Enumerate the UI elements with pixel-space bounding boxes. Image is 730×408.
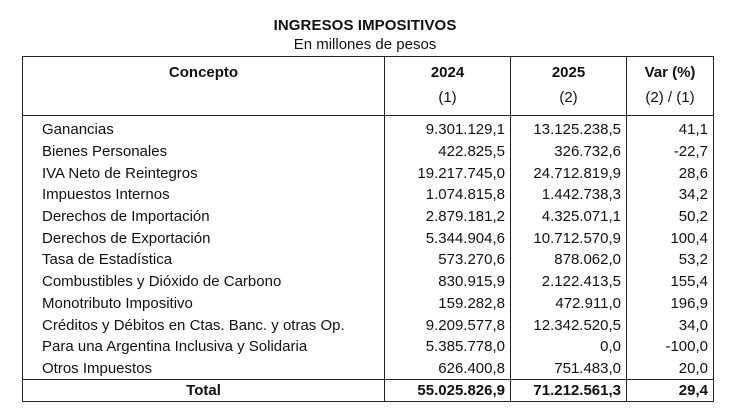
row-value-2025: 472.911,0 — [511, 293, 627, 315]
header-2024: 2024 — [385, 57, 511, 88]
row-var: 34,2 — [627, 184, 714, 206]
row-concept: Derechos de Exportación — [23, 227, 385, 249]
row-value-2025: 13.125.238,5 — [511, 116, 627, 141]
row-value-2025: 4.325.071,1 — [511, 206, 627, 228]
row-var: -22,7 — [627, 141, 714, 163]
subheader-concept-blank — [23, 87, 385, 116]
table-row — [23, 141, 714, 163]
row-var: 50,2 — [627, 206, 714, 228]
subheader-2024: (1) — [385, 87, 511, 116]
row-value-2025: 2.122.413,5 — [511, 271, 627, 293]
row-concept: Créditos y Débitos en Ctas. Banc. y otras Op. — [23, 314, 385, 336]
row-var: 34,0 — [627, 314, 714, 336]
row-concept: IVA Neto de Reintegros — [23, 162, 385, 184]
row-var: 100,4 — [627, 227, 714, 249]
row-concept: Bienes Personales — [23, 141, 385, 163]
row-value-2025: 10.712.570,9 — [511, 227, 627, 249]
row-var: 41,1 — [627, 116, 714, 141]
header-row — [23, 57, 714, 88]
row-value-2024: 1.074.815,8 — [385, 184, 511, 206]
row-value-2024: 422.825,5 — [385, 141, 511, 163]
table-row — [23, 227, 714, 249]
total-value-2024: 55.025.826,9 — [385, 380, 511, 402]
row-value-2025: 24.712.819,9 — [511, 162, 627, 184]
subheader-row — [23, 87, 714, 116]
row-var: 28,6 — [627, 162, 714, 184]
row-value-2025: 878.062,0 — [511, 249, 627, 271]
row-var: 53,2 — [627, 249, 714, 271]
table-row — [23, 358, 714, 380]
row-concept: Ganancias — [23, 116, 385, 141]
table-row — [23, 336, 714, 358]
row-concept: Tasa de Estadística — [23, 249, 385, 271]
row-concept: Otros Impuestos — [23, 358, 385, 380]
row-value-2024: 573.270,6 — [385, 249, 511, 271]
header-var: Var (%) — [627, 57, 714, 88]
row-value-2025: 12.342.520,5 — [511, 314, 627, 336]
row-var: 196,9 — [627, 293, 714, 315]
table-row — [23, 162, 714, 184]
subheader-2025: (2) — [511, 87, 627, 116]
row-value-2025: 326.732,6 — [511, 141, 627, 163]
row-concept: Impuestos Internos — [23, 184, 385, 206]
row-value-2025: 0,0 — [511, 336, 627, 358]
table-row — [23, 314, 714, 336]
total-row — [23, 380, 714, 402]
total-value-2025: 71.212.561,3 — [511, 380, 627, 402]
table-row — [23, 184, 714, 206]
total-label: Total — [23, 380, 385, 402]
report-title: INGRESOS IMPOSITIVOS — [273, 17, 457, 34]
row-var: 155,4 — [627, 271, 714, 293]
row-value-2024: 9.209.577,8 — [385, 314, 511, 336]
row-value-2024: 9.301.129,1 — [385, 116, 511, 141]
row-value-2024: 159.282,8 — [385, 293, 511, 315]
tax-revenue-table — [22, 56, 714, 402]
table-row — [23, 116, 714, 141]
row-concept: Combustibles y Dióxido de Carbono — [23, 271, 385, 293]
subheader-var: (2) / (1) — [627, 87, 714, 116]
row-concept: Monotributo Impositivo — [23, 293, 385, 315]
row-value-2024: 2.879.181,2 — [385, 206, 511, 228]
row-value-2024: 19.217.745,0 — [385, 162, 511, 184]
row-var: 20,0 — [627, 358, 714, 380]
table-row — [23, 271, 714, 293]
row-value-2025: 1.442.738,3 — [511, 184, 627, 206]
report-subtitle: En millones de pesos — [293, 36, 437, 53]
row-var: -100,0 — [627, 336, 714, 358]
table-row — [23, 293, 714, 315]
row-value-2025: 751.483,0 — [511, 358, 627, 380]
total-var: 29,4 — [627, 380, 714, 402]
header-2025: 2025 — [511, 57, 627, 88]
row-concept: Derechos de Importación — [23, 206, 385, 228]
row-value-2024: 5.385.778,0 — [385, 336, 511, 358]
row-value-2024: 5.344.904,6 — [385, 227, 511, 249]
row-value-2024: 830.915,9 — [385, 271, 511, 293]
table-row — [23, 206, 714, 228]
row-concept: Para una Argentina Inclusiva y Solidaria — [23, 336, 385, 358]
header-concept: Concepto — [23, 57, 385, 88]
table-row — [23, 249, 714, 271]
row-value-2024: 626.400,8 — [385, 358, 511, 380]
